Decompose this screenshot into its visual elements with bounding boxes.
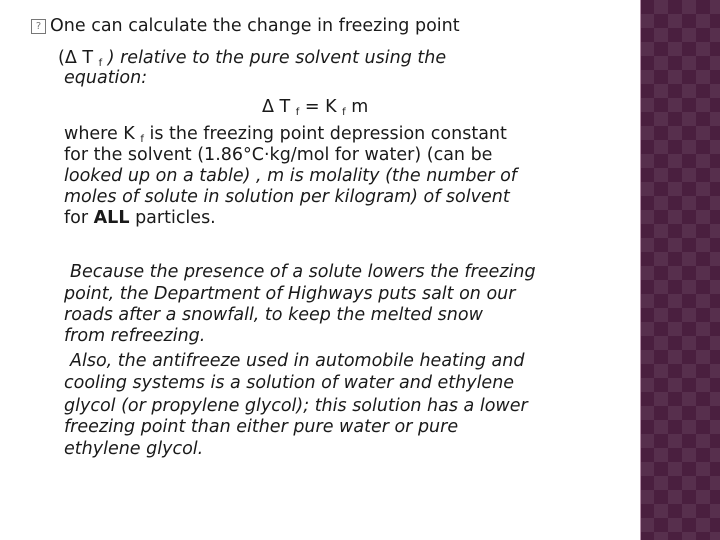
text-line: looked up on a table) , m is molality (the number of bbox=[64, 166, 517, 186]
text-line: cooling systems is a solution of water and ethylene bbox=[64, 373, 515, 393]
text-line bbox=[64, 208, 216, 228]
text-line: roads after a snowfall, to keep the melted snow bbox=[64, 305, 483, 325]
subscript: f bbox=[140, 134, 144, 145]
text-line: One can calculate the change in freezing point bbox=[50, 16, 460, 36]
text-span: m bbox=[345, 97, 369, 117]
text-line: from refreezing. bbox=[64, 326, 206, 346]
text-span: particles. bbox=[129, 208, 216, 228]
text-line: for the solvent (1.86°C·kg/mol for water) (can be bbox=[64, 145, 493, 165]
text-span: (Δ T bbox=[58, 48, 99, 68]
text-line: moles of solute in solution per kilogram) of solvent bbox=[64, 187, 510, 207]
bullet-icon: ? bbox=[31, 19, 46, 34]
text-span: = K bbox=[299, 97, 343, 117]
text-span: for bbox=[64, 208, 94, 228]
equation bbox=[262, 97, 368, 123]
text-line: Because the presence of a solute lowers the freezing bbox=[70, 262, 536, 282]
text-line: equation: bbox=[64, 68, 148, 88]
text-span: ) relative to the pure solvent using the bbox=[102, 48, 447, 68]
text-line: point, the Department of Highways puts salt on our bbox=[64, 284, 516, 304]
subscript: f bbox=[295, 107, 300, 118]
subscript: f bbox=[342, 107, 346, 118]
text-span: is the freezing point depression constant bbox=[143, 124, 507, 144]
text-line: freezing point than either pure water or pure bbox=[64, 417, 459, 437]
text-span: where K bbox=[64, 124, 141, 144]
text-span: Δ T bbox=[262, 97, 296, 117]
subscript: f bbox=[98, 58, 103, 69]
bold-text: ALL bbox=[93, 208, 130, 228]
text-line: ethylene glycol. bbox=[64, 439, 204, 459]
sidebar-divider bbox=[640, 0, 641, 540]
text-line: glycol (or propylene glycol); this solution has a lower bbox=[64, 396, 528, 416]
text-line: Also, the antifreeze used in automobile heating and bbox=[70, 351, 525, 371]
decorative-sidebar bbox=[640, 0, 720, 540]
